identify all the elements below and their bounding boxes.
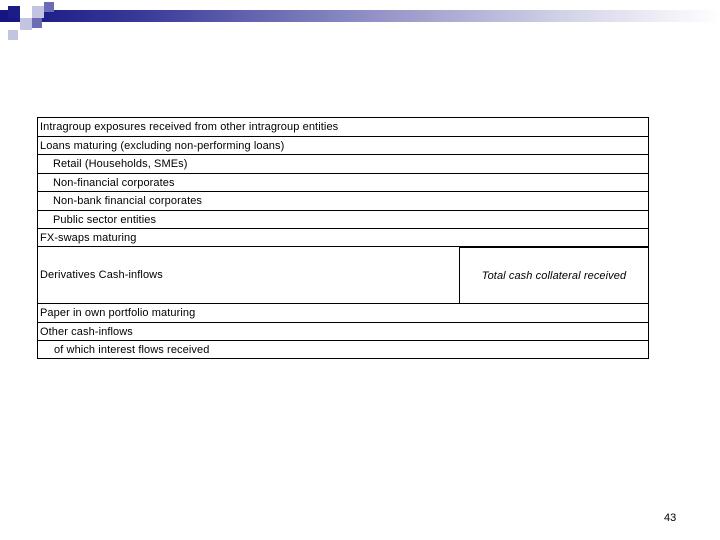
table-row (38, 155, 648, 174)
header-square-white (20, 6, 32, 18)
row-label: Other cash-inflows (40, 325, 133, 338)
page-number: 43 (664, 512, 677, 524)
total-cash-collateral-cell (459, 247, 648, 303)
row-label: Public sector entities (53, 213, 157, 226)
header-gradient-bar (0, 10, 720, 22)
row-label: Derivatives Cash-inflows (40, 269, 163, 281)
cell-label: Total cash collateral received (481, 269, 627, 282)
row-label: Loans maturing (excluding non-performing loans) (40, 139, 285, 152)
table-row (38, 341, 648, 359)
header-square-mid-2 (32, 18, 42, 28)
table-row (38, 211, 648, 229)
table-row (38, 229, 648, 247)
header-square-light (32, 6, 44, 18)
header-square-dark (8, 6, 20, 18)
row-label: FX-swaps maturing (40, 231, 137, 244)
header-square-light-2 (20, 18, 32, 30)
table-row (38, 174, 648, 192)
table-row-derivatives (38, 247, 648, 304)
row-label: of which interest flows received (54, 344, 210, 356)
row-label: Paper in own portfolio maturing (40, 307, 196, 319)
row-label: Intragroup exposures received from other intragroup entities (40, 121, 339, 133)
row-label: Non-bank financial corporates (53, 195, 203, 207)
table-row (38, 118, 648, 137)
table-row (38, 304, 648, 323)
row-label: Retail (Households, SMEs) (53, 158, 188, 170)
table-row (38, 192, 648, 211)
row-label: Non-financial corporates (53, 176, 175, 189)
header-square-mid (44, 2, 54, 12)
table-row (38, 137, 648, 155)
header-square-light-3 (8, 30, 18, 40)
cash-inflows-table (37, 117, 649, 359)
table-row (38, 323, 648, 341)
